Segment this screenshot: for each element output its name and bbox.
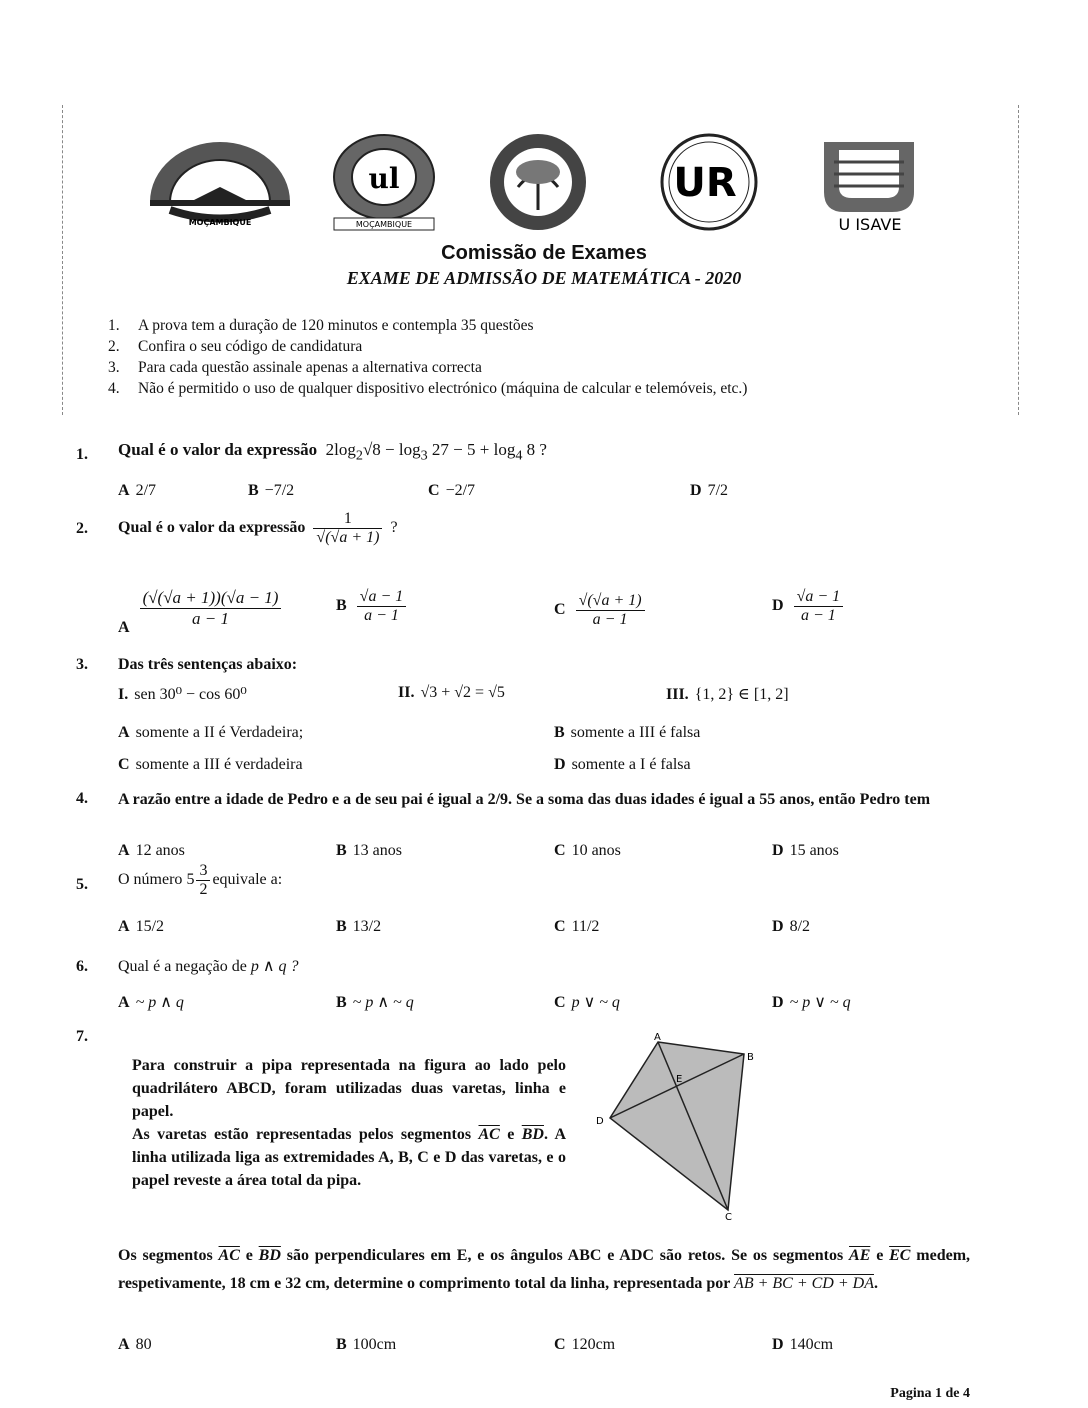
unisave-logo [814, 132, 926, 232]
fig-label-c: C [725, 1212, 732, 1222]
option-c[interactable]: C −2/7 [428, 482, 476, 499]
logo4-text: UR [673, 160, 737, 206]
question-7-intro: Para construir a pipa representada na figura ao lado pelo quadrilátero ABCD, foram utilizadas duas varetas, linha e papel. As varetas estão representadas pelos segmentos $\overline{AC}$ e $\overline{BD}$. A linha utilizada liga as extremidades A, B, C e D das varetas, e o papel reveste a área total da pipa. [132, 1057, 567, 1189]
exam-subtitle: EXAME DE ADMISSÃO DE MATEMÁTICA - 2020 [346, 268, 742, 288]
option-a[interactable]: A somente a II é Verdadeira; [118, 724, 304, 741]
option-a[interactable]: A 80 [118, 1336, 152, 1353]
question-number: 5. [76, 876, 88, 893]
page-title: Comissão de Exames [441, 242, 647, 264]
option-c[interactable]: C 120cm [554, 1336, 616, 1353]
question-number: 3. [76, 656, 88, 673]
option-a[interactable]: A 2/7 [118, 482, 157, 499]
option-c[interactable]: C 11/2 [554, 918, 600, 935]
sentence-1: I. sen 30⁰ − cos 60⁰ [118, 686, 247, 703]
question-4-text: A razão entre a idade de Pedro e a de seu pai é igual a 2/9. Se a soma das duas idades é igual a 55 anos, então Pedro tem [118, 791, 931, 808]
option-b[interactable]: B $\frac{√a - 1}{a - 1}$ [336, 588, 410, 625]
option-b[interactable]: B somente a III é falsa [554, 724, 701, 741]
option-c[interactable]: C p ∨ ~ q [554, 994, 620, 1011]
option-d[interactable]: D ~ p ∨ ~ q [772, 994, 851, 1011]
question-5-text: O número 5 $\frac{3}{2}$ equivale a: [118, 862, 283, 898]
fig-label-d: D [596, 1116, 604, 1127]
option-b[interactable]: B 13 anos [336, 842, 402, 859]
option-d[interactable]: D 15 anos [772, 842, 839, 859]
question-number: 2. [76, 520, 88, 537]
instructions-list [108, 315, 747, 399]
option-d[interactable]: D $\frac{√a - 1}{a - 1}$ [772, 588, 847, 625]
kite-figure [592, 1032, 782, 1222]
fig-label-b: B [747, 1052, 754, 1063]
up-maputo-logo [140, 132, 300, 232]
logo1-text: MOÇAMBIQUE [188, 218, 252, 227]
option-c[interactable]: C somente a III é verdadeira [118, 756, 303, 773]
question-1-text: Qual é o valor da expressão $2\log_2√8 - \log_3 27 - 5 + \log_4 8$ ? [118, 440, 547, 464]
option-c[interactable]: C $\frac{√(√a + 1)}{a - 1}$ [554, 592, 649, 629]
fig-label-e: E [676, 1074, 683, 1085]
option-d[interactable]: D 7/2 [690, 482, 729, 499]
option-b[interactable]: B 13/2 [336, 918, 382, 935]
option-b[interactable]: B −7/2 [248, 482, 295, 499]
option-c[interactable]: C 10 anos [554, 842, 621, 859]
question-number: 6. [76, 958, 88, 975]
option-b[interactable]: B 100cm [336, 1336, 397, 1353]
fig-label-a: A [654, 1032, 661, 1043]
sentence-2: II. √3 + √2 = √5 [398, 684, 505, 701]
logo5-text: U ISAVE [838, 215, 902, 232]
option-a[interactable]: A 15/2 [118, 918, 165, 935]
option-a[interactable]: A ~ p ∧ q [118, 994, 184, 1011]
question-6-text: Qual é a negação de p ∧ q ? [118, 958, 299, 975]
question-number: 7. [76, 1028, 88, 1045]
question-number: 1. [76, 446, 88, 463]
instruction-item: 2. Confira o seu código de candidatura [108, 338, 363, 355]
option-b[interactable]: B ~ p ∧ ~ q [336, 994, 414, 1011]
page-footer: Pagina 1 de 4 [890, 1386, 970, 1401]
option-d[interactable]: D 140cm [772, 1336, 834, 1353]
svg-text:ul: ul [368, 162, 400, 195]
option-a[interactable]: A $\frac{(√(√a + 1))(√a - 1)}{a - 1}$ [118, 588, 285, 629]
question-3-text: Das três sentenças abaixo: [118, 656, 298, 673]
question-2-text: Qual é o valor da expressão $\frac{1}{√(√a + 1)}$ ? [118, 510, 398, 546]
logo2-text: MOÇAMBIQUE [355, 220, 413, 229]
instruction-item: 1. A prova tem a duração de 120 minutos e contempla 35 questões [108, 317, 534, 334]
question-number: 4. [76, 790, 88, 807]
option-d[interactable]: D somente a I é falsa [554, 756, 691, 773]
sentence-3: III. {1, 2} ∈ [1, 2] [666, 686, 789, 703]
licungo-logo [328, 132, 440, 232]
instruction-item: 4. Não é permitido o uso de qualquer dispositivo electrónico (máquina de calcular e telemóveis, etc.) [108, 380, 748, 397]
option-a[interactable]: A 12 anos [118, 842, 185, 859]
pungue-logo [478, 132, 598, 232]
question-7-body: Os segmentos $\overline{AC}$ e $\overline{BD}$ são perpendiculares em E, e os ângulos ABC e ADC são retos. Se os segmentos $\overline{AE}$ e $\overline{EC}$ medem, respetivamente, 18 cm e 32 cm, determine o comprimento total da linha, representada por AB + BC + CD + DA. [118, 1247, 971, 1292]
instruction-item: 3. Para cada questão assinale apenas a alternativa correcta [108, 359, 482, 376]
option-d[interactable]: D 8/2 [772, 918, 811, 935]
rovuma-logo [650, 132, 768, 232]
